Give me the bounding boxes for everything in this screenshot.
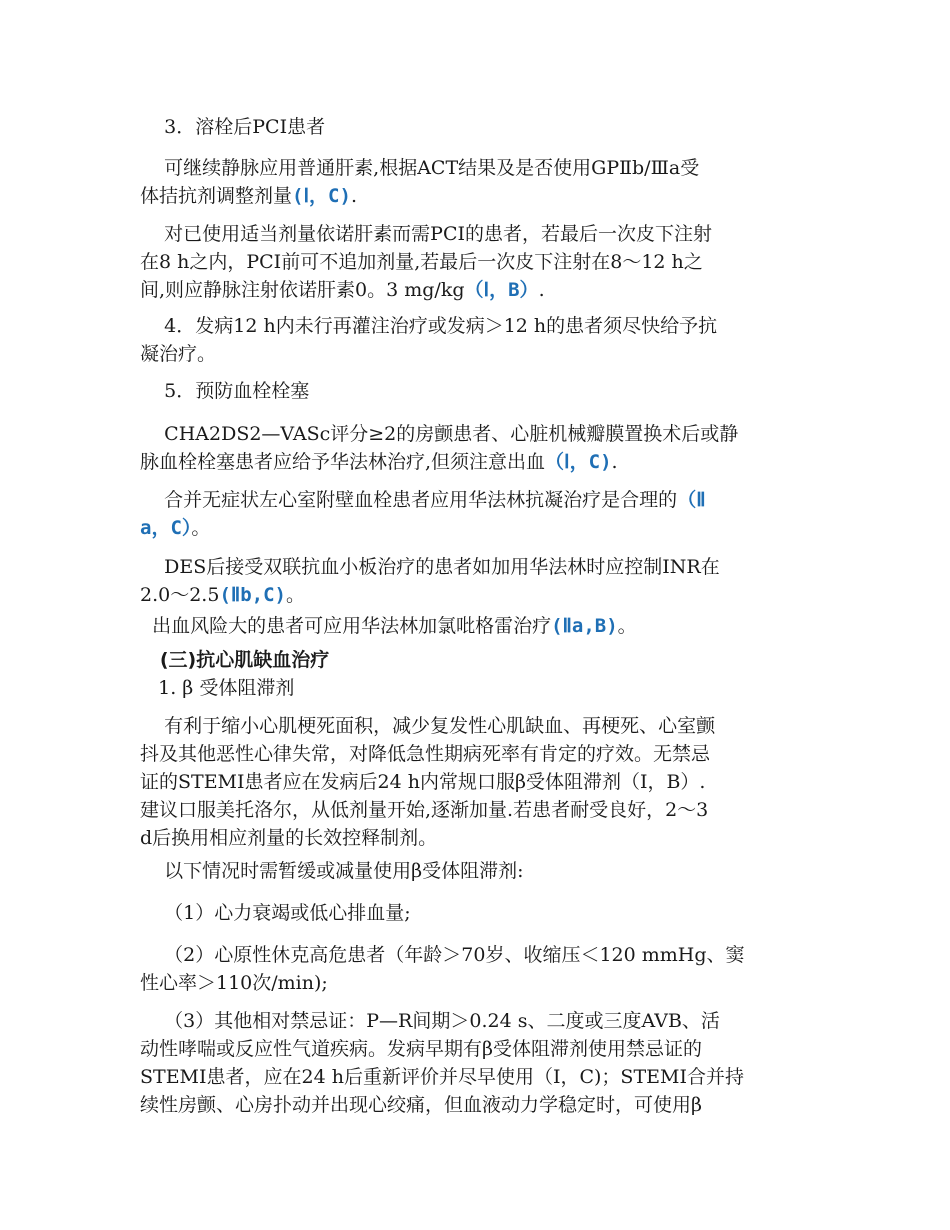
evidence-citation: (Ⅱa,B) bbox=[551, 615, 618, 637]
text: 脉血栓栓塞患者应给予华法林治疗,但须注意出血 bbox=[140, 451, 546, 473]
paragraph bbox=[140, 154, 812, 210]
text: 凝治疗。 bbox=[140, 343, 217, 365]
list-item bbox=[140, 941, 812, 997]
text: 1. β 受体阻滞剂 bbox=[140, 677, 295, 699]
evidence-citation: a，C） bbox=[140, 517, 192, 539]
text: 可继续静脉应用普通肝素,根据ACT结果及是否使用GPⅡb/Ⅲa受 bbox=[140, 157, 700, 179]
text: 续性房颤、心房扑动并出现心绞痛，但血液动力学稳定时，可使用β bbox=[140, 1094, 702, 1116]
text: CHA2DS2—VASc评分≥2的房颤患者、心脏机械瓣膜置换术后或静 bbox=[140, 423, 739, 445]
list-item bbox=[140, 899, 812, 927]
text: 出血风险大的患者可应用华法林加氯吡格雷治疗 bbox=[140, 615, 552, 637]
text: 。 bbox=[285, 584, 305, 606]
text: （3）其他相对禁忌证：P—R间期＞0.24 s、二度或三度AVB、活 bbox=[140, 1010, 720, 1032]
subsection-heading bbox=[140, 674, 812, 702]
text: DES后接受双联抗血小板治疗的患者如加用华法林时应控制INR在 bbox=[140, 556, 720, 578]
text: （1）心力衰竭或低心排血量; bbox=[140, 902, 411, 924]
paragraph bbox=[140, 486, 812, 542]
text: . bbox=[611, 451, 618, 473]
paragraph bbox=[140, 420, 812, 476]
text: 间,则应静脉注射依诺肝素0。3 mg/kg bbox=[140, 279, 465, 301]
paragraph bbox=[140, 220, 812, 304]
heading-4 bbox=[140, 312, 812, 368]
text: 体拮抗剂调整剂量 bbox=[140, 185, 293, 207]
evidence-citation: （Ⅰ，B） bbox=[464, 279, 539, 301]
text: 建议口服美托洛尔，从低剂量开始,逐渐加量.若患者耐受良好，2～3 bbox=[140, 799, 709, 821]
text: 以下情况时需暂缓或减量使用β受体阻滞剂: bbox=[140, 860, 524, 882]
paragraph bbox=[140, 712, 812, 852]
text: 对已使用适当剂量依诺肝素而需PCI的患者，若最后一次皮下注射 bbox=[140, 223, 713, 245]
text: 2.0～2.5 bbox=[140, 584, 220, 606]
text: 抖及其他恶性心律失常，对降低急性期病死率有肯定的疗效。无禁忌 bbox=[140, 743, 711, 765]
text: . bbox=[350, 185, 357, 207]
text: 性心率＞110次/min); bbox=[140, 972, 328, 994]
text: 合并无症状左心室附壁血栓患者应用华法林抗凝治疗是合理的 bbox=[140, 489, 678, 511]
paragraph bbox=[140, 553, 812, 609]
heading-5 bbox=[140, 377, 812, 405]
evidence-citation: （Ⅰ，C) bbox=[545, 451, 612, 473]
evidence-citation: (Ⅰ，C) bbox=[292, 185, 351, 207]
heading-3 bbox=[140, 113, 812, 141]
text: 。 bbox=[191, 517, 211, 539]
text: (三)抗心肌缺血治疗 bbox=[140, 649, 330, 671]
text: 证的STEMI患者应在发病后24 h内常规口服β受体阻滞剂（Ⅰ，B）. bbox=[140, 771, 706, 793]
text: （2）心原性休克高危患者（年龄＞70岁、收缩压＜120 mmHg、窦 bbox=[140, 944, 745, 966]
evidence-citation: （Ⅱ bbox=[677, 489, 706, 511]
text: 在8 h之内，PCI前可不追加剂量,若最后一次皮下注射在8～12 h之 bbox=[140, 251, 703, 273]
text: STEMI患者，应在24 h后重新评价并尽早使用（Ⅰ，C)；STEMI合并持 bbox=[140, 1066, 744, 1088]
evidence-citation: (Ⅱb,C) bbox=[219, 584, 286, 606]
text: 。 bbox=[617, 615, 637, 637]
text: 4．发病12 h内未行再灌注治疗或发病＞12 h的患者须尽快给予抗 bbox=[140, 315, 718, 337]
text: 有利于缩小心肌梗死面积，减少复发性心肌缺血、再梗死、心室颤 bbox=[140, 715, 716, 737]
paragraph bbox=[140, 857, 812, 885]
text: . bbox=[538, 279, 545, 301]
text: 动性哮喘或反应性气道疾病。发病早期有β受体阻滞剂使用禁忌证的 bbox=[140, 1038, 702, 1060]
paragraph bbox=[140, 612, 812, 640]
text: 5．预防血栓栓塞 bbox=[140, 380, 310, 402]
text: d后换用相应剂量的长效控释制剂。 bbox=[140, 827, 438, 849]
text: 3．溶栓后PCI患者 bbox=[140, 116, 326, 138]
section-heading bbox=[140, 646, 812, 674]
list-item bbox=[140, 1007, 812, 1119]
